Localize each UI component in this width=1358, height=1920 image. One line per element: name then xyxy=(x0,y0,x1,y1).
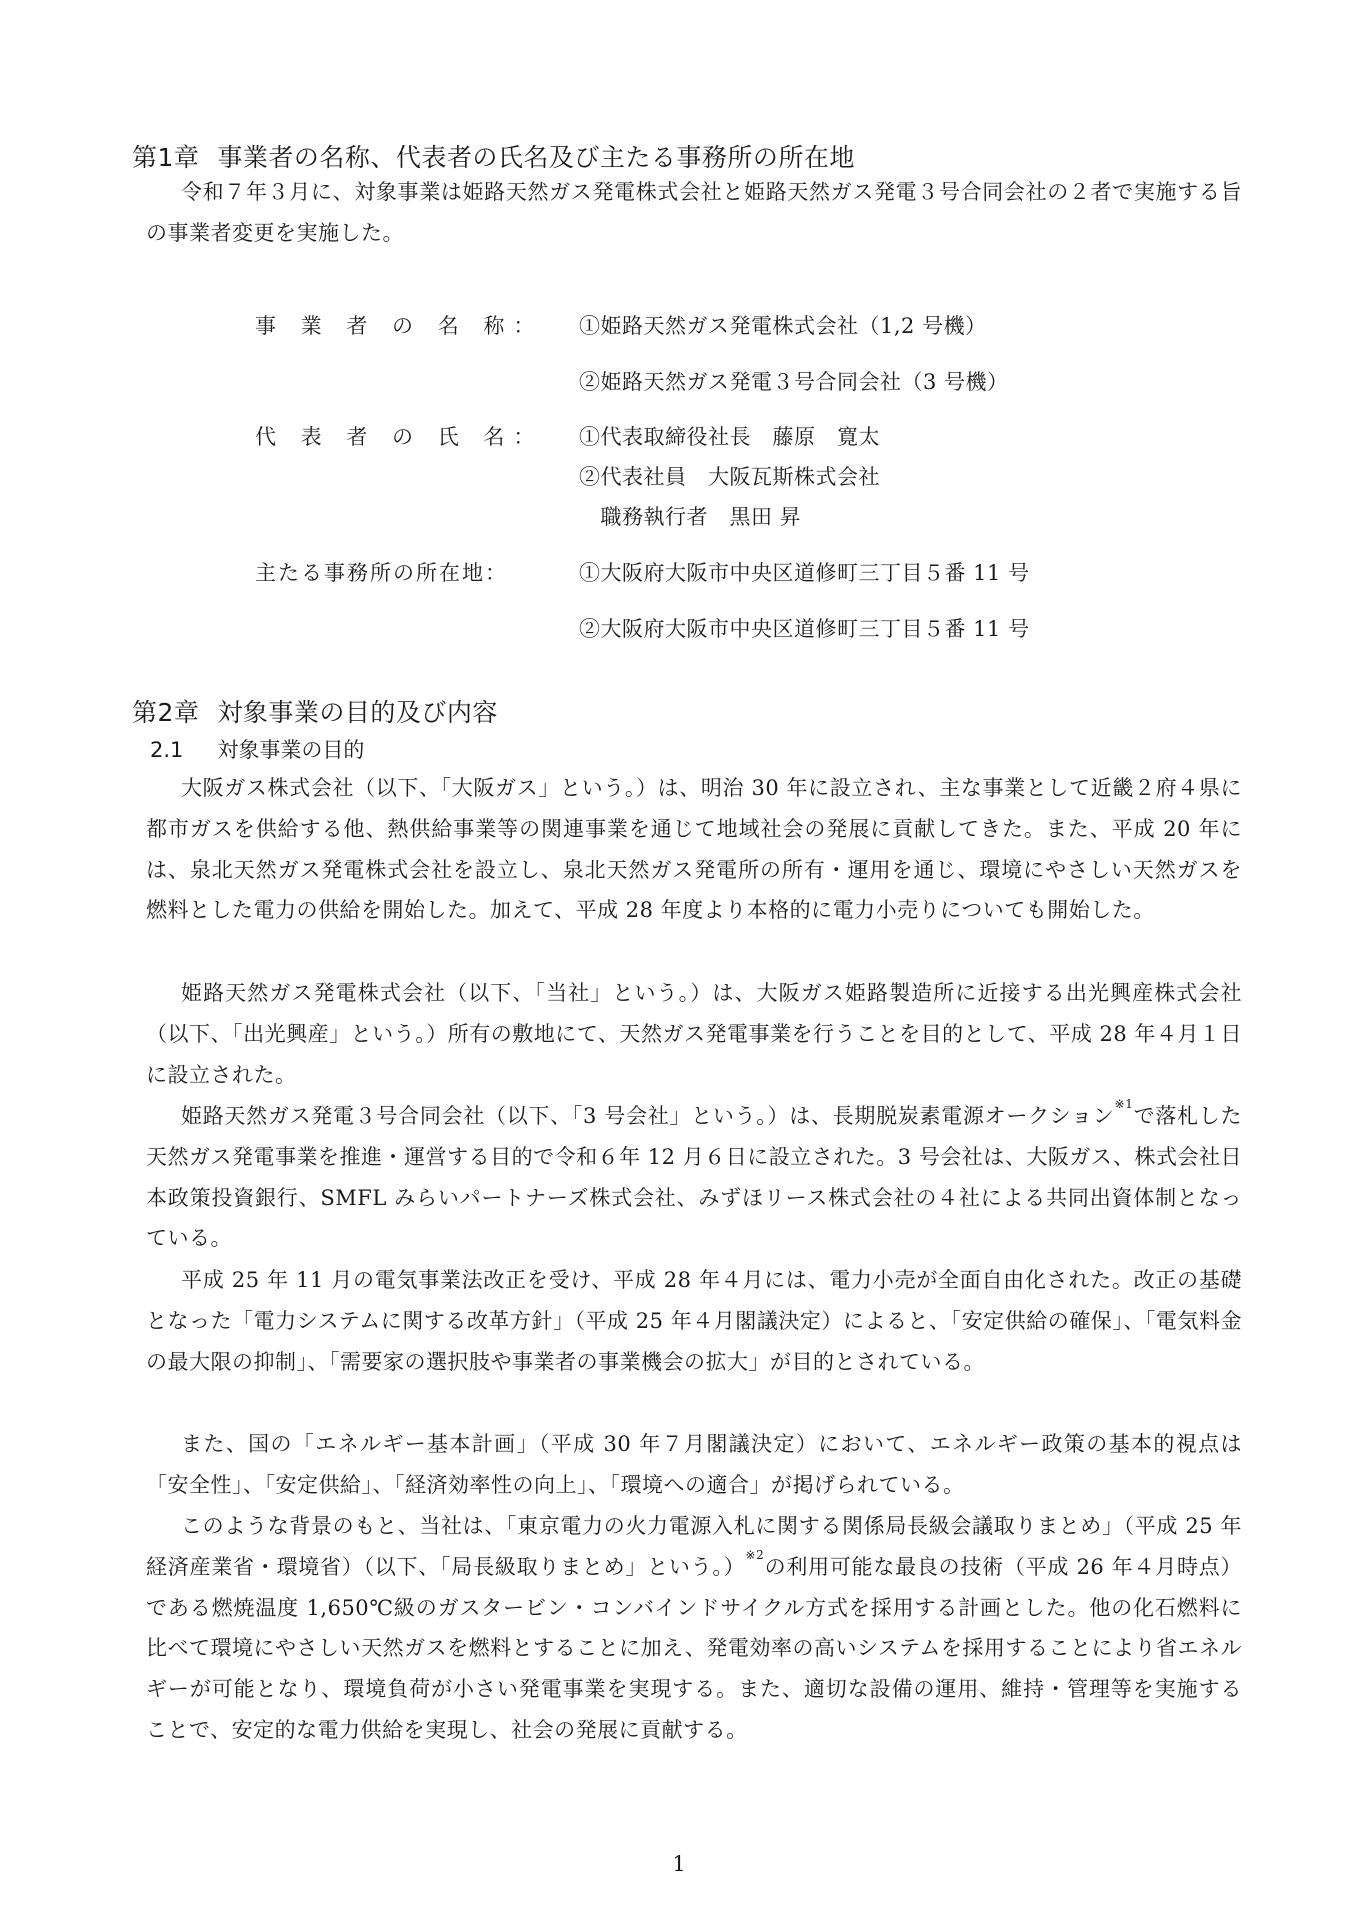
paragraph-osaka-gas: 大阪ガス株式会社（以下、「大阪ガス」という。）は、明治 30 年に設立され、主な事業として近畿２府４県に都市ガスを供給する他、熱供給事業等の関連事業を通じて地域社会の発展に貢献してきた。また、平成 20 年には、泉北天然ガス発電株式会社を設立し、泉北天然ガス発電所の所有・運用を通じ、環境にやさしい天然ガスを燃料とした電力の供給を開始した。加えて、平成 28 年度より本格的に電力小売りについても開始した。 xyxy=(146,776,1242,923)
paragraph-company: 姫路天然ガス発電株式会社（以下、「当社」という。）は、大阪ガス姫路製造所に近接する出光興産株式会社（以下、「出光興産」という。）所有の敷地にて、天然ガス発電事業を行うことを目的として、平成 28 年４月１日に設立された。 xyxy=(146,981,1242,1087)
chapter1-intro: 令和７年３月に、対象事業は姫路天然ガス発電株式会社と姫路天然ガス発電３号合同会社の２者で実施する旨の事業者変更を実施した。 xyxy=(146,180,1242,245)
chapter2-heading xyxy=(132,693,498,729)
chapter1-heading xyxy=(132,138,855,174)
chapter1-title: 事業者の名称、代表者の氏名及び主たる事務所の所在地 xyxy=(217,143,855,172)
chapter1-number: 第1章 xyxy=(132,143,200,172)
section-2-1-heading xyxy=(150,734,364,764)
paragraph-unit3-text-b: で落札した天然ガス発電事業を推進・運営する目的で令和６年 12 月６日に設立された。3 号会社は、大阪ガス、株式会社日本政策投資銀行、SMFL みらいパートナーズ株式会社、みずほリース株式会社の４社による共同出資体制となっている。 xyxy=(146,1104,1242,1251)
section-number: 2.1 xyxy=(150,738,184,762)
footnote-marker-2: ※2 xyxy=(745,1547,765,1562)
representative-value-1: ①代表取締役社長 藤原 寛太 xyxy=(579,425,880,449)
paragraph-energy-plan: また、国の「エネルギー基本計画」（平成 30 年７月閣議決定）において、エネルギー政策の基本的視点は「安全性」、「安定供給」、「経済効率性の向上」、「環境への適合」が掲げられている。 xyxy=(146,1432,1242,1497)
address-value-2: ②大阪府大阪市中央区道修町三丁目５番 11 号 xyxy=(579,617,1030,641)
paragraph-background-text-b: の利用可能な最良の技術（平成 26 年４月時点）である燃焼温度 1,650℃級のガスタービン・コンバインドサイクル方式を採用する計画とした。他の化石燃料に比べて環境にやさしい天然ガスを燃料とすることに加え、発電効率の高いシステムを採用することにより省エネルギーが可能となり、環境負荷が小さい発電事業を実現する。また、適切な設備の運用、維持・管理等を実施することで、安定的な電力供給を実現し、社会の発展に貢献する。 xyxy=(146,1554,1242,1742)
address-label: 主たる事務所の所在地： xyxy=(255,561,508,585)
paragraph-background xyxy=(146,1506,1242,1751)
representative-value-2: ②代表社員 大阪瓦斯株式会社 xyxy=(579,465,880,489)
paragraph-unit3-text-a: 姫路天然ガス発電３号合同会社（以下、「3 号会社」という。）は、長期脱炭素電源オークション xyxy=(181,1104,1115,1128)
chapter2-number: 第2章 xyxy=(132,698,200,727)
operator-name-value-2: ②姫路天然ガス発電３号合同会社（3 号機） xyxy=(579,370,1009,394)
chapter2-title: 対象事業の目的及び内容 xyxy=(217,698,498,727)
footnote-marker-1: ※1 xyxy=(1114,1097,1134,1111)
paragraph-electricity-reform: 平成 25 年 11 月の電気事業法改正を受け、平成 28 年４月には、電力小売が全面自由化された。改正の基礎となった「電力システムに関する改革方針」（平成 25 年４月閣議決定）によると、「安定供給の確保」、「電気料金の最大限の抑制」、「需要家の選択肢や事業者の事業機会の拡大」が目的とされている。 xyxy=(146,1268,1242,1374)
section-title: 対象事業の目的 xyxy=(217,738,365,762)
paragraph-background-text-a: このような背景のもと、当社は、「東京電力の火力電源入札に関する関係局長級会議取りまとめ」（平成 25 年経済産業省・環境省）（以下、「局長級取りまとめ」という。） xyxy=(146,1514,1242,1579)
operator-name-label: 事 業 者 の 名 称： xyxy=(255,314,544,338)
representative-label: 代 表 者 の 氏 名： xyxy=(255,425,544,449)
representative-value-3: 職務執行者 黒田 昇 xyxy=(579,505,802,529)
operator-name-value-1: ①姫路天然ガス発電株式会社（1,2 号機） xyxy=(579,314,987,338)
address-value-1: ①大阪府大阪市中央区道修町三丁目５番 11 号 xyxy=(579,561,1030,585)
page-number: 1 xyxy=(672,1852,686,1876)
paragraph-unit3-company xyxy=(146,1096,1242,1259)
